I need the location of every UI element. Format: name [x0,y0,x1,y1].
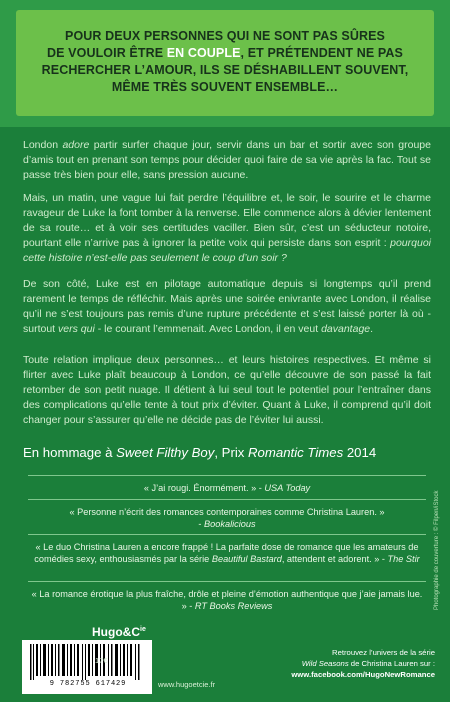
divider [28,475,426,476]
divider [28,581,426,582]
photo-credit: Photographie de couverture : © Filpen/iStock [434,490,440,610]
synopsis-paragraph-2: Mais, un matin, une vague lui fait perdre l’équilibre et, le soir, le sourire et le charme ravageur de Luke la font tomber à la renverse. Elle commence alors à dévier lentement de sa route… et à voir ses certitudes vaciller. Bien sûr, c’est un séducteur notoire, pourtant elle n’arrive pas à ignorer la petite voix qui persiste dans son esprit : pourquoi cette histoire n’est-elle pas seulement le coup d’un soir ? [23,192,431,264]
price: 17€ [95,656,108,665]
review-quote-4: « La romance érotique la plus fraîche, drôle et pleine d’émotion authentique que j’aie jamais lue. » - RT Books Reviews [31,589,423,611]
teaser-line-1: POUR DEUX PERSONNES QUI NE SONT PAS SÛRES [65,29,385,43]
series-info: Retrouvez l’univers de la série Wild Seasons de Christina Lauren sur : www.facebook.com/HugoNewRomance [291,648,435,679]
divider [28,499,426,500]
barcode [22,640,152,694]
teaser-text [22,28,428,96]
barcode-digits: 9 782755 617429 [49,680,127,688]
divider [28,534,426,535]
publisher-website: www.hugoetcie.fr [158,680,216,689]
barcode-bars [30,644,144,680]
teaser-line-4: MÊME TRÈS SOUVENT ENSEMBLE… [111,80,339,94]
teaser-line-2: DE VOULOIR ÊTRE EN COUPLE, ET PRÉTENDENT NE PAS [47,46,403,60]
review-quote-1: « J’ai rougi. Énormément. » - USA Today [143,483,311,493]
review-quote-2: « Personne n’écrit des romances contemporaines comme Christina Lauren. » - Bookalicious [69,507,385,529]
teaser-line-3: RECHERCHER L’AMOUR, ILS SE DÉSHABILLENT SOUVENT, [41,63,409,77]
publisher-logo: $Hugo\&C^{ie}$ [92,625,146,639]
synopsis-paragraph-4: Toute relation implique deux personnes… et leurs histoires respectives. Et même si flirter avec Luke plaît beaucoup à London, ce qu’elle découvre de son passé la fait retomber de son petit nuage. Il détient à lui seul tout le potentiel pour l’entraîner dans des complications qu’elle tente à tout prix d’éviter. Quant à Luke, il comprend qu’il doit changer pour s’assurer qu’elle ne décide pas de l’éviter lui aussi. [23,354,431,426]
synopsis-paragraph-1: London adore partir surfer chaque jour, servir dans un bar et sortir avec son groupe d’amis tout en prenant son temps pour décider quoi faire de sa vie après la fac. Tout se passe très bien pour elle, sans pression aucune. [23,139,431,181]
review-quote-3: « Le duo Christina Lauren a encore frappé ! La parfaite dose de romance que les amateurs de comédies sexy, enthousiasmés par la série Beautiful Bastard, attendent et adorent. » - The Stir [34,542,420,564]
synopsis-paragraph-3: De son côté, Luke est en pilotage automatique depuis si longtemps qu’il prend rarement le temps de réfléchir. Mais après une soirée enivrante avec London, il réalise qu’il ne s’est toujours pas remis d’une rupture précédente et s’est laissé porter là où - surtout vers qui - le courant l’emmenait. Avec London, il en veut davantage. [23,278,431,335]
award-line: En hommage à Sweet Filthy Boy, Prix Romantic Times 2014 [23,445,377,460]
